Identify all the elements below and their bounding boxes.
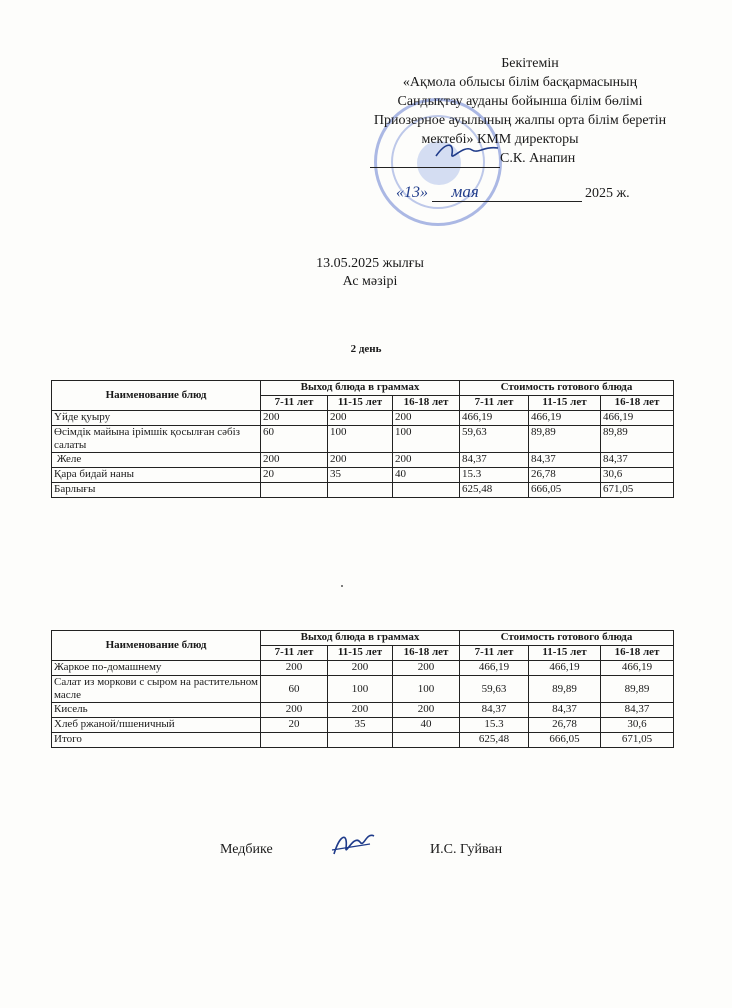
approval-title: Бекітемін (501, 56, 559, 71)
header-age: 11-15 лет (328, 396, 393, 411)
approval-date-year: 2025 ж. (585, 186, 630, 201)
cost-cell: 84,37 (529, 703, 601, 718)
total-cost-cell: 666,05 (529, 483, 601, 498)
cost-cell: 466,19 (460, 661, 529, 676)
header-age: 7-11 лет (261, 646, 328, 661)
header-age: 11-15 лет (529, 396, 601, 411)
yield-cell: 100 (393, 676, 460, 703)
dish-name: Хлеб ржаной/пшеничный (52, 718, 261, 733)
approval-date-month: мая (432, 182, 582, 202)
cost-cell: 84,37 (601, 703, 674, 718)
nurse-signature (330, 828, 378, 860)
yield-cell: 40 (393, 468, 460, 483)
cost-cell: 466,19 (460, 411, 529, 426)
total-cost-cell: 666,05 (529, 733, 601, 748)
dish-name: Салат из моркови с сыром на растительном масле (52, 676, 261, 703)
total-cost-cell: 671,05 (601, 733, 674, 748)
total-cost-cell: 625,48 (460, 733, 529, 748)
menu-table-ru (51, 630, 674, 748)
yield-cell: 200 (328, 703, 393, 718)
yield-cell: 200 (261, 703, 328, 718)
dish-name: Кисель (52, 703, 261, 718)
header-yield: Выход блюда в граммах (261, 381, 460, 396)
table-row (52, 718, 674, 733)
menu-header (300, 255, 440, 291)
cost-cell: 15.3 (460, 468, 529, 483)
total-label: Барлығы (52, 483, 261, 498)
cost-cell: 15.3 (460, 718, 529, 733)
table-row (52, 468, 674, 483)
cost-cell: 89,89 (529, 676, 601, 703)
table-row (52, 453, 674, 468)
cost-cell: 84,37 (601, 453, 674, 468)
table-row (52, 661, 674, 676)
table-row (52, 426, 674, 453)
cost-cell: 84,37 (460, 453, 529, 468)
empty-cell (261, 483, 328, 498)
cost-cell: 466,19 (601, 661, 674, 676)
cost-cell: 84,37 (529, 453, 601, 468)
yield-cell: 20 (261, 718, 328, 733)
table-row (52, 676, 674, 703)
menu-title: Ас мәзірі (342, 274, 398, 289)
yield-cell: 200 (261, 661, 328, 676)
approval-date-line (300, 182, 700, 203)
cost-cell: 26,78 (529, 468, 601, 483)
dish-name: Үйде қуыру (52, 411, 261, 426)
director-name: С.К. Анапин (500, 151, 576, 166)
yield-cell: 35 (328, 718, 393, 733)
stray-dot (341, 585, 343, 587)
yield-cell: 60 (261, 676, 328, 703)
header-age: 16-18 лет (393, 396, 460, 411)
header-age: 7-11 лет (261, 396, 328, 411)
header-dish: Наименование блюд (52, 631, 261, 661)
dish-name: Жаркое по-домашнему (52, 661, 261, 676)
header-age: 16-18 лет (601, 646, 674, 661)
yield-cell: 20 (261, 468, 328, 483)
total-label: Итого (52, 733, 261, 748)
total-cost-cell: 671,05 (601, 483, 674, 498)
header-age: 16-18 лет (393, 646, 460, 661)
header-cost: Стоимость готового блюда (460, 631, 674, 646)
yield-cell: 200 (328, 453, 393, 468)
approval-line-4: мектебі» КММ директоры (421, 132, 579, 147)
cost-cell: 59,63 (460, 426, 529, 453)
yield-cell: 35 (328, 468, 393, 483)
yield-cell: 200 (393, 453, 460, 468)
header-age: 7-11 лет (460, 396, 529, 411)
menu-day: 2 день (350, 343, 382, 355)
yield-cell: 200 (393, 411, 460, 426)
header-age: 16-18 лет (601, 396, 674, 411)
yield-cell: 200 (393, 703, 460, 718)
director-signature (432, 138, 502, 164)
yield-cell: 60 (261, 426, 328, 453)
cost-cell: 466,19 (529, 411, 601, 426)
yield-cell: 100 (328, 676, 393, 703)
cost-cell: 466,19 (601, 411, 674, 426)
table-total-row (52, 733, 674, 748)
approval-line-3: Приозерное ауылының жалпы орта білім беретін (373, 113, 667, 128)
cost-cell: 89,89 (529, 426, 601, 453)
yield-cell: 100 (393, 426, 460, 453)
dish-name: Қара бидай наны (52, 468, 261, 483)
yield-cell: 40 (393, 718, 460, 733)
cost-cell: 466,19 (529, 661, 601, 676)
yield-cell: 200 (328, 661, 393, 676)
yield-cell: 100 (328, 426, 393, 453)
header-yield: Выход блюда в граммах (261, 631, 460, 646)
nurse-role: Медбике (220, 842, 273, 857)
yield-cell: 200 (328, 411, 393, 426)
cost-cell: 89,89 (601, 426, 674, 453)
approval-date-day: «13» (396, 184, 428, 201)
approval-line-1: «Ақмола облысы білім басқармасының (402, 75, 638, 90)
table-row (52, 703, 674, 718)
header-age: 11-15 лет (328, 646, 393, 661)
yield-cell: 200 (261, 453, 328, 468)
cost-cell: 59,63 (460, 676, 529, 703)
empty-cell (261, 733, 328, 748)
header-age: 11-15 лет (529, 646, 601, 661)
empty-cell (393, 733, 460, 748)
header-age: 7-11 лет (460, 646, 529, 661)
empty-cell (393, 483, 460, 498)
cost-cell: 89,89 (601, 676, 674, 703)
cost-cell: 30,6 (601, 468, 674, 483)
yield-cell: 200 (261, 411, 328, 426)
empty-cell (328, 733, 393, 748)
menu-date: 13.05.2025 жылғы (316, 256, 424, 271)
yield-cell: 200 (393, 661, 460, 676)
nurse-name: И.С. Гуйван (430, 842, 503, 857)
empty-cell (328, 483, 393, 498)
total-cost-cell: 625,48 (460, 483, 529, 498)
table-total-row (52, 483, 674, 498)
approval-line-2: Сандықтау ауданы бойынша білім бөлімі (397, 94, 643, 109)
table-row (52, 411, 674, 426)
dish-name: Өсімдік майына ірімшік қосылған сәбіз салаты (52, 426, 261, 453)
dish-name: Желе (52, 453, 261, 468)
cost-cell: 84,37 (460, 703, 529, 718)
header-dish: Наименование блюд (52, 381, 261, 411)
cost-cell: 30,6 (601, 718, 674, 733)
menu-table-kz (51, 380, 674, 498)
header-cost: Стоимость готового блюда (460, 381, 674, 396)
cost-cell: 26,78 (529, 718, 601, 733)
approval-block (300, 54, 700, 203)
